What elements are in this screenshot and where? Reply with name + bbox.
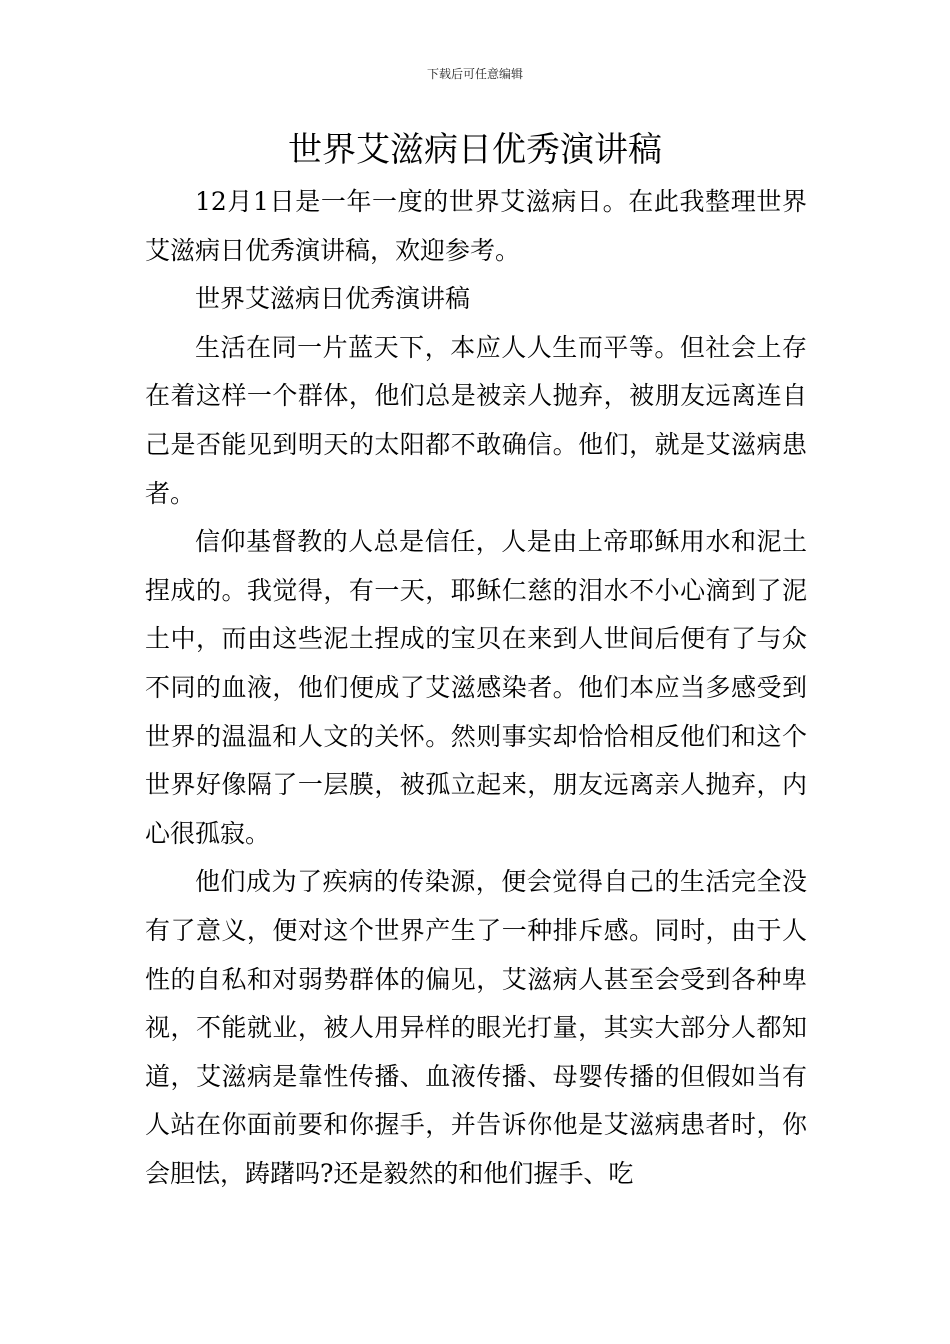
paragraph-subtitle: 世界艾滋病日优秀演讲稿 bbox=[195, 284, 471, 314]
header-note: 下载后可任意编辑 bbox=[426, 67, 523, 81]
paragraph: 信仰基督教的人总是信任，人是由上帝耶稣用水和泥土捏成的。我觉得，有一天，耶稣仁慈的泪水不小心滴到了泥土中，而由这些泥土捏成的宝贝在来到人世间后便有了与众不同的血液，他们便成了艾滋感染者。他们本应当多感受到世界的温温和人文的关怀。然则事实却恰恰相反他们和这个世界好像隔了一层膜，被孤立起来，朋友远离亲人抛弃，内心很孤寂。 bbox=[145, 527, 807, 848]
paragraph-intro: 12月1日是一年一度的世界艾滋病日。在此我整理世界艾滋病日优秀演讲稿，欢迎参考。 bbox=[145, 187, 807, 265]
document-body bbox=[145, 178, 807, 1198]
document-title: 世界艾滋病日优秀演讲稿 bbox=[288, 130, 662, 170]
paragraph: 他们成为了疾病的传染源，便会觉得自己的生活完全没有了意义，便对这个世界产生了一种排斥感。同时，由于人性的自私和对弱势群体的偏见，艾滋病人甚至会受到各种卑视，不能就业，被人用异样的眼光打量，其实大部分人都知道，艾滋病是靠性传播、血液传播、母婴传播的但假如当有人站在你面前要和你握手，并告诉你他是艾滋病患者时，你会胆怯，踌躇吗?还是毅然的和他们握手、吃 bbox=[145, 867, 807, 1188]
paragraph: 生活在同一片蓝天下，本应人人生而平等。但社会上存在着这样一个群体，他们总是被亲人抛弃，被朋友远离连自己是否能见到明天的太阳都不敢确信。他们，就是艾滋病患者。 bbox=[145, 332, 807, 508]
